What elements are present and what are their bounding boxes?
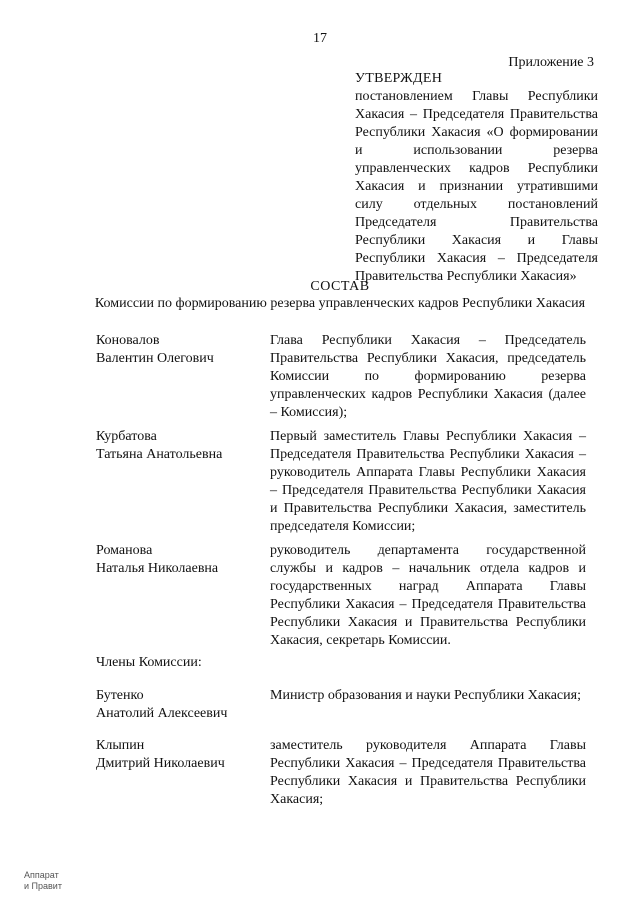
member-surname: Курбатова (96, 429, 157, 444)
member-role: руководитель департамента государственной службы и кадров – начальник отдела кадров и государственных наград Аппарата Главы Республики Хакасия – Председателя Правительства Республики Хакасия и Правительства Республики Хакасия, секретарь Комиссии. (270, 543, 586, 648)
document-title: СОСТАВ (310, 279, 370, 294)
member-given-name: Наталья Николаевна (96, 561, 219, 576)
member-surname: Бутенко (96, 688, 144, 703)
member-given-name: Валентин Олегович (96, 351, 214, 366)
document-subtitle: Комиссии по формированию резерва управленческих кадров Республики Хакасия (94, 296, 586, 311)
member-name (96, 737, 266, 773)
stamp-line: и Правит (24, 881, 62, 891)
member-surname: Клыпин (96, 738, 145, 753)
member-name (96, 687, 266, 723)
members-heading: Члены Комиссии: (96, 655, 202, 670)
member-name (96, 332, 266, 368)
member-surname: Коновалов (96, 333, 160, 348)
appendix-label: Приложение 3 (508, 55, 594, 70)
member-given-name: Дмитрий Николаевич (96, 756, 225, 771)
member-role: Глава Республики Хакасия – Председатель Правительства Республики Хакасия, председатель Комиссии по формированию резерва управленческих кадров Республики Хакасия (далее – Комиссия); (270, 333, 586, 420)
member-role: Министр образования и науки Республики Хакасия; (270, 688, 581, 703)
member-given-name: Татьяна Анатольевна (96, 447, 223, 462)
page-number: 17 (313, 31, 327, 46)
member-name (96, 542, 266, 578)
member-surname: Романова (96, 543, 153, 558)
member-name (96, 428, 266, 464)
faded-stamp (24, 870, 62, 892)
approval-heading: УТВЕРЖДЕН (355, 71, 443, 86)
member-role: Первый заместитель Главы Республики Хакасия – Председателя Правительства Республики Хакасия – руководитель Аппарата Главы Республики Хакасия – Председателя Правительства Республики Хакасия и Правительства Республики Хакасия, заместитель председателя Комиссии; (270, 429, 586, 534)
member-role: заместитель руководителя Аппарата Главы Республики Хакасия – Председателя Правительства Республики Хакасия и Правительства Республики Хакасия; (270, 738, 586, 807)
member-given-name: Анатолий Алексеевич (96, 706, 228, 721)
stamp-line: Аппарат (24, 870, 59, 880)
approval-block (355, 70, 598, 286)
approval-text: постановлением Главы Республики Хакасия – Председателя Правительства Республики Хакасия «О формировании и использовании резерва управленческих кадров Республики Хакасия и признании утратившими силу отдельных постановлений Председателя Правительства Республики Хакасия и Главы Республики Хакасия – Председателя Правительства Республики Хакасия» (355, 89, 598, 284)
